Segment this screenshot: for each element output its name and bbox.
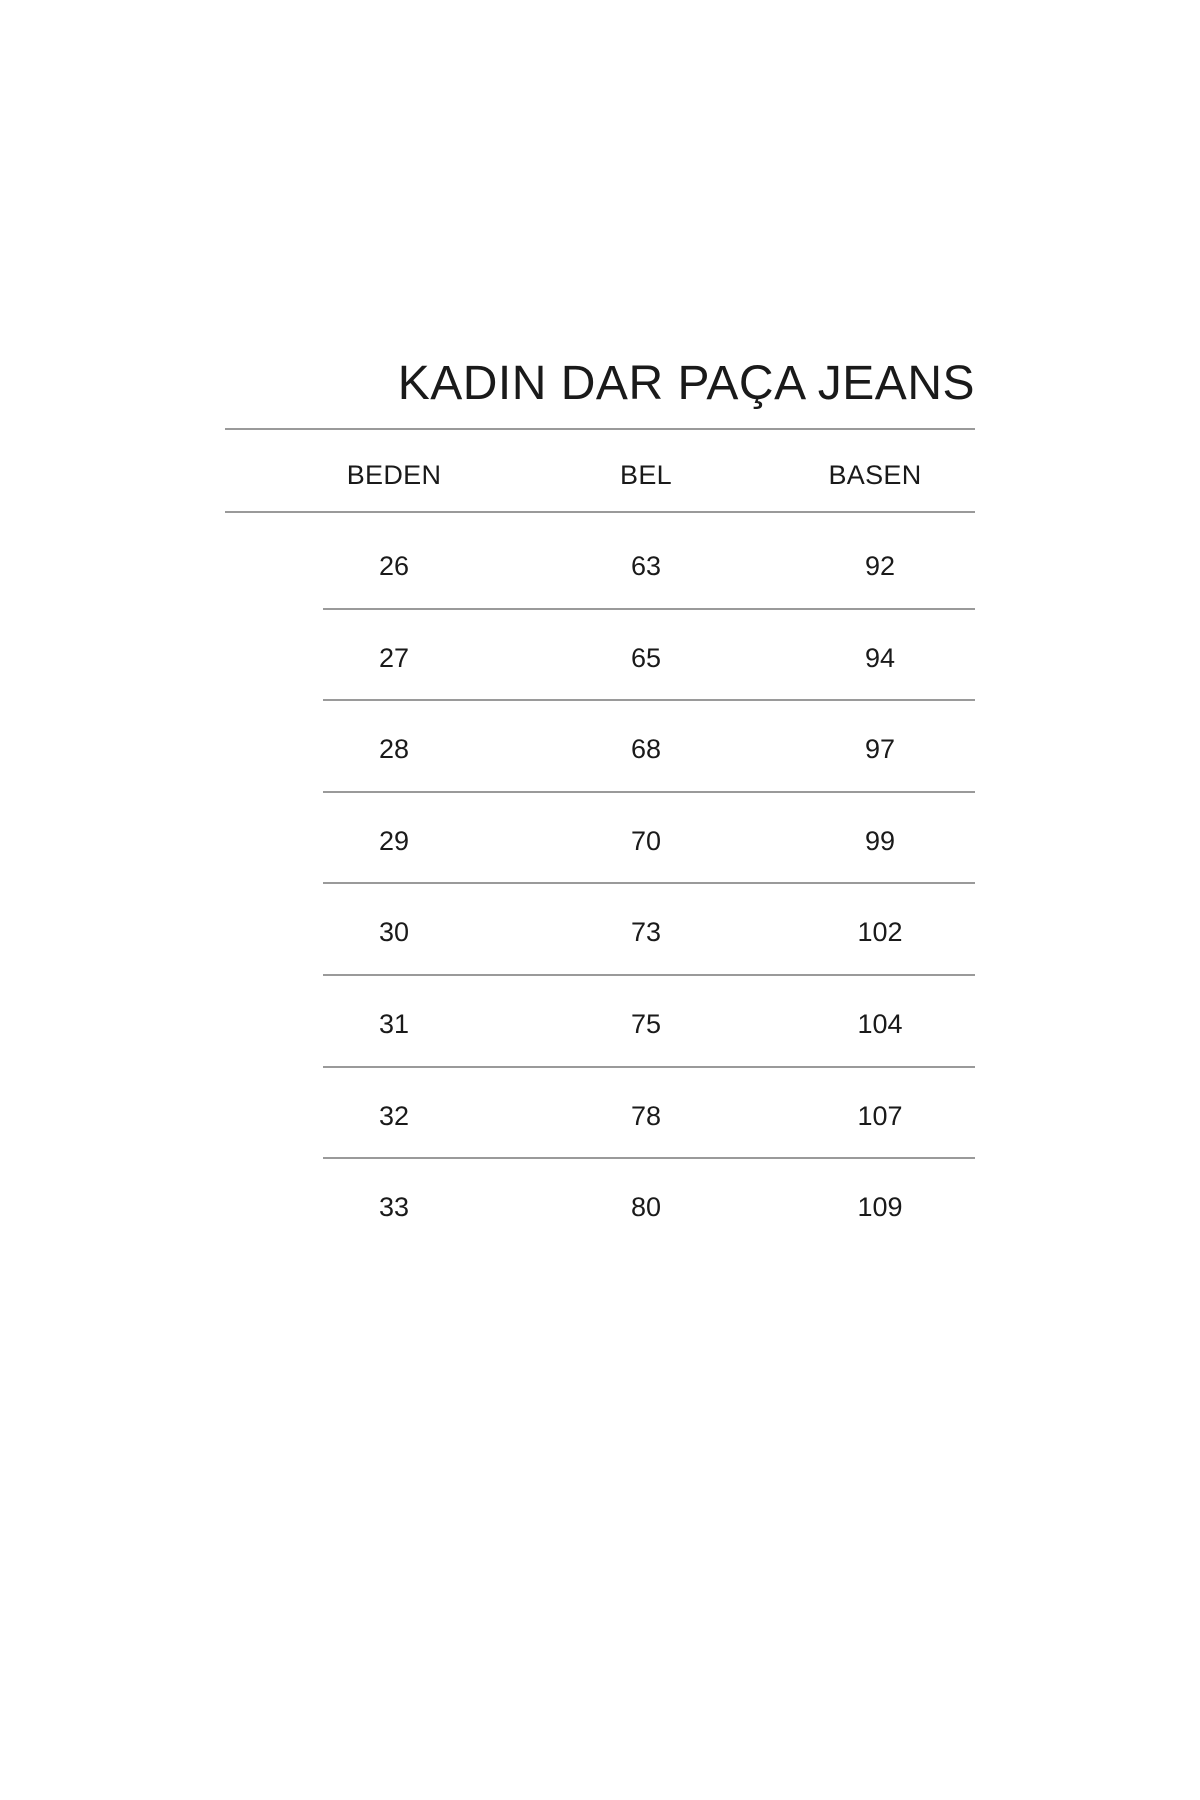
cell-bel: 65 — [630, 643, 662, 673]
cell-beden: 32 — [378, 1101, 410, 1131]
header-top-divider — [225, 428, 975, 430]
cell-basen: 104 — [857, 1009, 903, 1039]
cell-basen: 109 — [857, 1192, 903, 1222]
cell-basen: 107 — [857, 1101, 903, 1131]
cell-basen: 102 — [857, 917, 903, 947]
cell-beden: 31 — [378, 1009, 410, 1039]
cell-bel: 75 — [630, 1009, 662, 1039]
row-divider — [323, 882, 975, 884]
row-divider — [323, 1157, 975, 1159]
cell-basen: 97 — [864, 734, 896, 764]
row-divider — [323, 608, 975, 610]
cell-beden: 26 — [378, 551, 410, 581]
column-header-bel: BEL — [620, 460, 672, 490]
page-title: KADIN DAR PAÇA JEANS — [397, 357, 975, 410]
cell-bel: 80 — [630, 1192, 662, 1222]
cell-bel: 68 — [630, 734, 662, 764]
column-header-basen: BASEN — [828, 460, 922, 490]
cell-beden: 29 — [378, 826, 410, 856]
row-divider — [323, 1066, 975, 1068]
cell-beden: 30 — [378, 917, 410, 947]
cell-basen: 92 — [864, 551, 896, 581]
row-divider — [323, 699, 975, 701]
cell-bel: 73 — [630, 917, 662, 947]
cell-bel: 70 — [630, 826, 662, 856]
cell-beden: 28 — [378, 734, 410, 764]
row-divider — [323, 974, 975, 976]
cell-basen: 94 — [864, 643, 896, 673]
row-divider — [323, 791, 975, 793]
header-bottom-divider — [225, 511, 975, 513]
cell-beden: 33 — [378, 1192, 410, 1222]
cell-basen: 99 — [864, 826, 896, 856]
cell-bel: 63 — [630, 551, 662, 581]
cell-bel: 78 — [630, 1101, 662, 1131]
column-header-beden: BEDEN — [346, 460, 442, 490]
cell-beden: 27 — [378, 643, 410, 673]
